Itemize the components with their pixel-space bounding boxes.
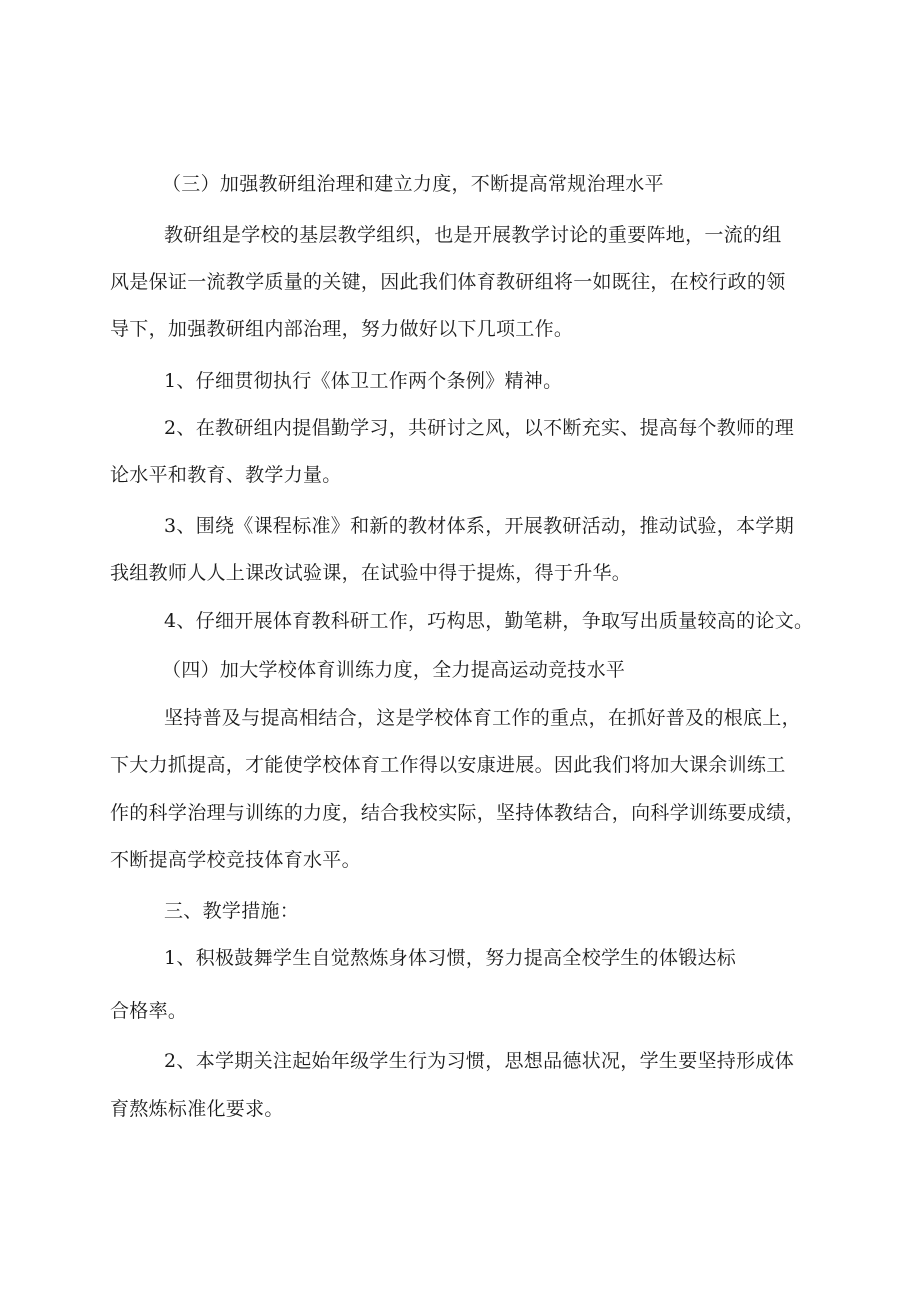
section-heading-4: （四）加大学校体育训练力度，全力提高运动竞技水平 <box>162 659 626 681</box>
list-item-3: 3、围绕《课程标准》和新的教材体系，开展教研活动，推动试验，本学期 <box>164 515 794 537</box>
paragraph-line: 育熬炼标准化要求。 <box>110 1098 284 1120</box>
measure-item-2: 2、本学期关注起始年级学生行为习惯，思想品德状况，学生要坚持形成体 <box>164 1050 794 1072</box>
paragraph-line: 合格率。 <box>110 1000 188 1022</box>
paragraph-line: 坚持普及与提高相结合，这是学校体育工作的重点，在抓好普及的根底上， <box>164 707 801 729</box>
list-item-1: 1、仔细贯彻执行《体卫工作两个条例》精神。 <box>164 370 563 392</box>
paragraph-line: 风是保证一流教学质量的关键，因此我们体育教研组将一如既往，在校行政的领 <box>110 271 786 293</box>
paragraph-line: 论水平和教育、教学力量。 <box>110 464 342 486</box>
section-heading-3: （三）加强教研组治理和建立力度，不断提高常规治理水平 <box>162 173 664 195</box>
paragraph-line: 教研组是学校的基层教学组织，也是开展教学讨论的重要阵地，一流的组 <box>164 224 782 246</box>
list-item-2: 2、在教研组内提倡勤学习，共研讨之风，以不断充实、提高每个教师的理 <box>164 417 794 439</box>
paragraph-line: 导下，加强教研组内部治理，努力做好以下几项工作。 <box>110 318 574 340</box>
paragraph-line: 下大力抓提高，才能使学校体育工作得以安康进展。因此我们将加大课余训练工 <box>110 754 786 776</box>
section-heading-teaching-measures: 三、教学措施： <box>164 900 300 922</box>
paragraph-line: 不断提高学校竞技体育水平。 <box>110 849 361 871</box>
list-item-4: 4、仔细开展体育教科研工作，巧构思，勤笔耕，争取写出质量较高的论文。 <box>164 610 814 632</box>
measure-item-1: 1、积极鼓舞学生自觉熬炼身体习惯，努力提高全校学生的体锻达标 <box>164 947 737 969</box>
paragraph-line: 我组教师人人上课改试验课，在试验中得于提炼，得于升华。 <box>110 562 632 584</box>
paragraph-line: 作的科学治理与训练的力度，结合我校实际，坚持体教结合，向科学训练要成绩， <box>110 802 805 824</box>
